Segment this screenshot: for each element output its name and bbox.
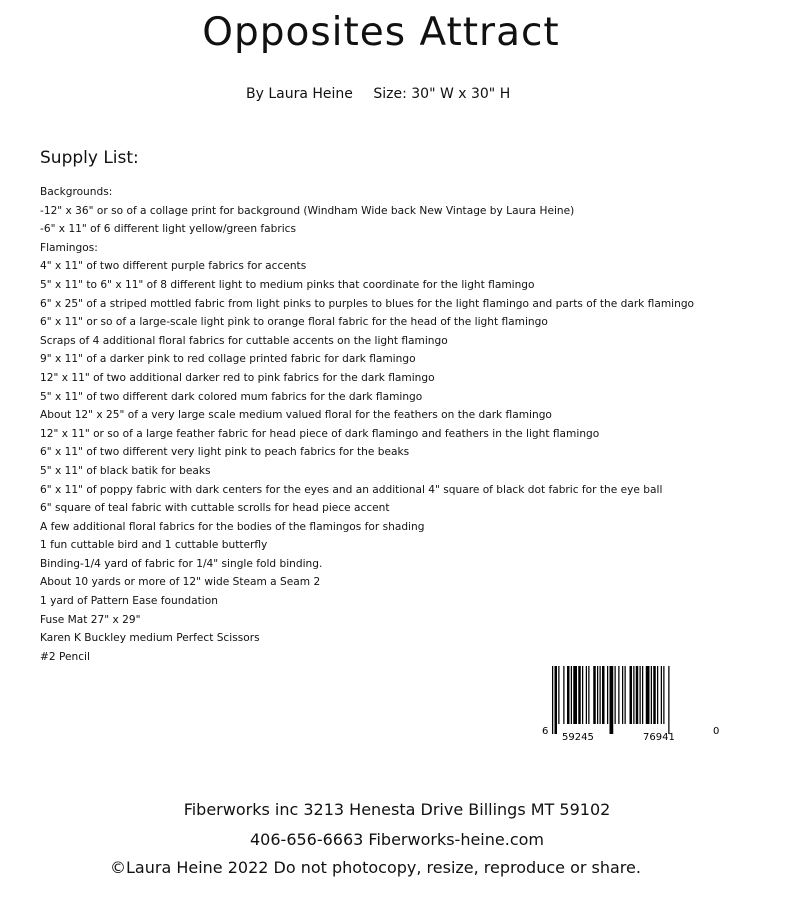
barcode-bar	[651, 666, 652, 724]
list-item: 5" x 11" of two different dark colored mum fabrics for the dark flamingo	[40, 390, 423, 403]
barcode-bar	[615, 666, 616, 724]
barcode-bar	[558, 666, 559, 724]
barcode-bar	[653, 666, 656, 724]
footer-contact: 406-656-6663 Fiberworks-heine.com	[250, 830, 544, 849]
list-item: 12" x 11" or so of a large feather fabric for head piece of dark flamingo and feathers in the light flamingo	[40, 427, 600, 440]
list-item: 1 fun cuttable bird and 1 cuttable butterfly	[40, 539, 268, 552]
barcode-bar	[630, 666, 633, 724]
barcode-bar	[622, 666, 623, 724]
list-item: 6" x 11" or so of a large-scale light pink to orange floral fabric for the head of the light flamingo	[40, 316, 548, 329]
list-item: Binding-1/4 yard of fabric for 1/4" single fold binding.	[40, 557, 323, 570]
barcode-bar	[625, 666, 626, 724]
barcode-bar	[633, 666, 634, 724]
footer-copyright: ©Laura Heine 2022 Do not photocopy, resize, reproduce or share.	[110, 858, 641, 877]
barcode-bar	[642, 666, 643, 724]
list-item: 6" x 11" of poppy fabric with dark centers for the eyes and an additional 4" square of black dot fabric for the eye ball	[40, 483, 663, 496]
list-item: -6" x 11" of 6 different light yellow/green fabrics	[40, 223, 296, 236]
author-label: By Laura Heine	[246, 86, 353, 102]
list-item: Flamingos:	[40, 241, 98, 254]
list-item: #2 Pencil	[40, 650, 90, 663]
barcode-bar	[663, 666, 664, 724]
barcode-bar	[588, 666, 589, 724]
barcode-group-1: 59245	[562, 732, 594, 742]
supply-list-heading: Supply List:	[40, 148, 139, 168]
barcode-bar	[636, 666, 639, 724]
barcode-bar	[582, 666, 583, 724]
list-item: Karen K Buckley medium Perfect Scissors	[40, 632, 260, 645]
list-item: 5" x 11" of black batik for beaks	[40, 464, 211, 477]
list-item: Scraps of 4 additional floral fabrics for cuttable accents on the light flamingo	[40, 334, 448, 347]
list-item: -12" x 36" or so of a collage print for background (Windham Wide back New Vintage by Laura Heine)	[40, 204, 575, 217]
barcode-bar	[640, 666, 641, 724]
footer-address: Fiberworks inc 3213 Henesta Drive Billings MT 59102	[183, 800, 611, 819]
barcode-bar	[567, 666, 570, 724]
barcode-bar	[571, 666, 572, 724]
list-item: A few additional floral fabrics for the bodies of the flamingos for shading	[40, 520, 425, 533]
barcode-bar	[573, 666, 577, 724]
barcode-bar	[657, 666, 658, 724]
barcode-group-2: 76941	[643, 732, 675, 742]
barcode-bar	[555, 666, 558, 734]
upc-barcode	[540, 660, 730, 742]
barcode-bar	[578, 666, 581, 724]
barcode-bar	[610, 666, 614, 734]
list-item: 5" x 11" to 6" x 11" of 8 different light to medium pinks that coordinate for the light flamingo	[40, 278, 535, 291]
barcode-bar	[600, 666, 601, 724]
list-item: 6" x 25" of a striped mottled fabric from light pinks to purples to blues for the light flamingo and parts of the dark flamingo	[40, 297, 695, 310]
barcode-bar	[661, 666, 662, 724]
supply-list	[40, 183, 730, 666]
barcode-bar	[597, 666, 598, 724]
barcode-bar	[552, 666, 553, 734]
list-item: 6" square of teal fabric with cuttable scrolls for head piece accent	[40, 502, 390, 515]
list-item: 1 yard of Pattern Ease foundation	[40, 595, 218, 608]
barcode-bar	[607, 666, 608, 724]
list-item: 6" x 11" of two different very light pink to peach fabrics for the beaks	[40, 446, 410, 459]
barcode-bar	[618, 666, 619, 724]
barcode-left-digit: 6	[542, 726, 549, 737]
list-item: Fuse Mat 27" x 29"	[40, 613, 141, 626]
barcode-bar	[563, 666, 564, 724]
barcode-bar	[668, 666, 669, 734]
list-item: 4" x 11" of two different purple fabrics for accents	[40, 260, 307, 273]
barcode-bar	[602, 666, 605, 724]
list-item: About 10 yards or more of 12" wide Steam a Seam 2	[40, 576, 321, 589]
size-label: Size: 30" W x 30" H	[373, 86, 511, 102]
list-item: Backgrounds:	[40, 186, 113, 198]
list-item: About 12" x 25" of a very large scale medium valued floral for the feathers on the dark flamingo	[40, 409, 552, 422]
barcode-right-digit: 0	[713, 726, 720, 737]
list-item: 12" x 11" of two additional darker red to pink fabrics for the dark flamingo	[40, 371, 435, 384]
pattern-title: Opposites Attract	[202, 10, 560, 55]
barcode-bar	[586, 666, 587, 724]
barcode-bar	[646, 666, 650, 724]
byline	[246, 86, 510, 102]
barcode-bar	[593, 666, 596, 724]
list-item: 9" x 11" of a darker pink to red collage printed fabric for dark flamingo	[40, 353, 416, 366]
barcode-bars	[540, 660, 730, 742]
